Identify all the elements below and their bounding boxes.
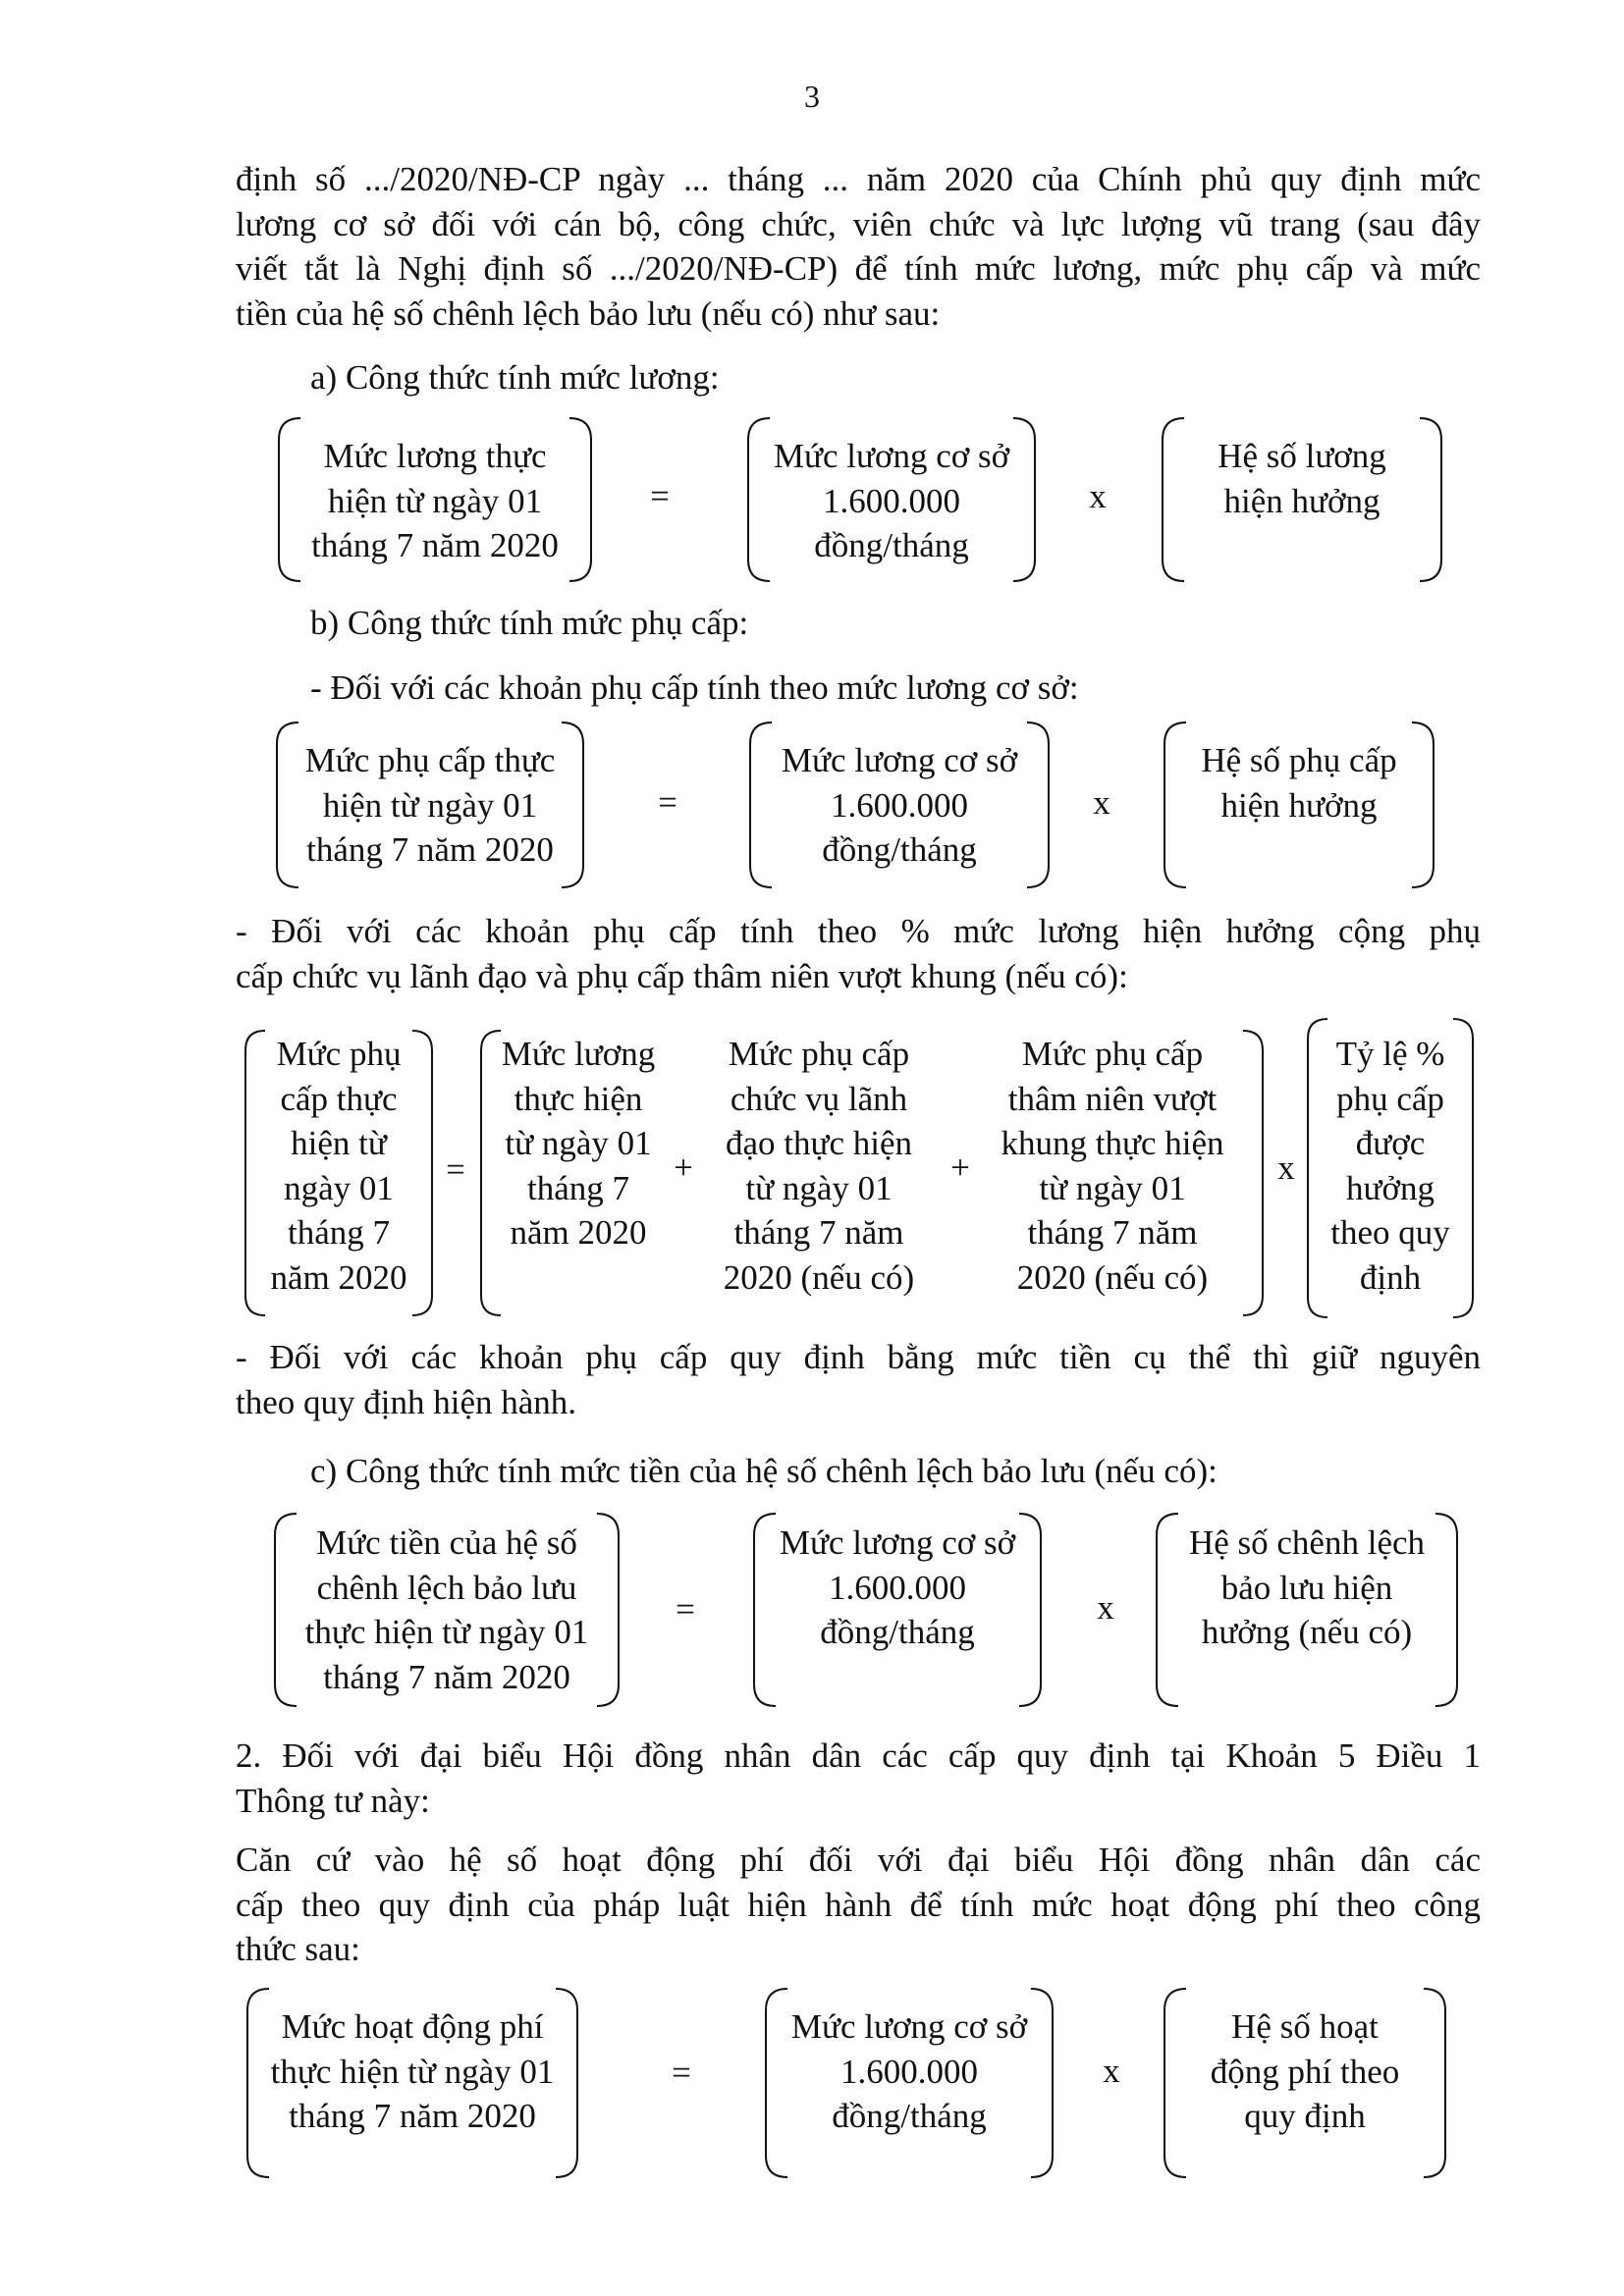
term-line: hưởng (nếu có): [1201, 1613, 1413, 1651]
term-line: được: [1355, 1124, 1426, 1162]
formula-d-base-salary-term: [764, 1987, 1055, 2179]
formula-c-coefficient-term: [1155, 1512, 1459, 1708]
formula-b2-left-term: [244, 1029, 434, 1317]
term-line: thực hiện từ ngày 01: [270, 2052, 555, 2091]
term-line: Hệ số phụ cấp: [1201, 741, 1397, 779]
formula-b2-rate-term: [1306, 1017, 1475, 1319]
heading-a: a) Công thức tính mức lương:: [310, 358, 720, 397]
section-2-body-line: Căn cứ vào hệ số hoạt động phí đối với đại biểu Hội đồng nhân dân các: [236, 1841, 1481, 1879]
formula-b1-left-term: [275, 721, 585, 889]
term-line: Hệ số lương: [1218, 437, 1386, 475]
term-line: tháng 7 năm: [1027, 1213, 1198, 1252]
term-line: Mức lương cơ sở: [790, 2007, 1028, 2046]
term-line: Hệ số hoạt: [1231, 2007, 1379, 2046]
term-line: đồng/tháng: [832, 2097, 987, 2135]
term-line: tháng 7 năm 2020: [306, 830, 554, 869]
term-line: hiện hưởng: [1220, 785, 1378, 825]
term-line: đồng/tháng: [820, 1613, 975, 1651]
term-line: chênh lệch bảo lưu: [316, 1568, 577, 1607]
term-line: Tỷ lệ %: [1335, 1035, 1445, 1073]
section-2-body-line: cấp theo quy định của pháp luật hiện hành để tính mức hoạt động phí theo công: [236, 1885, 1481, 1924]
bullet-b3-line: - Đối với các khoản phụ cấp quy định bằng mức tiền cụ thể thì giữ nguyên: [236, 1338, 1481, 1376]
term-line: 2020 (nếu có): [1016, 1257, 1209, 1297]
intro-line: viết tắt là Nghị định số .../2020/NĐ-CP) để tính mức lương, mức phụ cấp và mức: [236, 249, 1481, 288]
term-line: quy định: [1244, 2097, 1366, 2135]
formula-c-left-term: [273, 1512, 621, 1708]
formula-d-left-term: [245, 1987, 579, 2179]
formula-b2-seniority-allowance-term: [980, 1029, 1245, 1313]
term-line: theo quy: [1330, 1213, 1450, 1252]
intro-line: định số .../2020/NĐ-CP ngày ... tháng ... năm 2020 của Chính phủ quy định mức: [236, 160, 1481, 198]
equals-sign: =: [672, 2054, 691, 2092]
formula-a-base-salary-term: [746, 416, 1037, 583]
term-line: tháng 7: [287, 1213, 390, 1252]
term-line: hiện từ ngày 01: [327, 481, 543, 520]
section-2-heading: [236, 1734, 1481, 1823]
term-line: hiện từ ngày 01: [322, 785, 538, 825]
equals-sign: =: [650, 477, 670, 515]
term-line: Mức lương cơ sở: [773, 437, 1010, 475]
times-sign: x: [1089, 477, 1107, 515]
term-line: chức vụ lãnh: [730, 1079, 908, 1118]
term-line: hiện hưởng: [1223, 481, 1380, 520]
term-line: từ ngày 01: [1039, 1168, 1186, 1207]
heading-c: c) Công thức tính mức tiền của hệ số chênh lệch bảo lưu (nếu có):: [310, 1452, 1218, 1490]
term-line: Hệ số chênh lệch: [1188, 1523, 1426, 1562]
plus-sign: +: [950, 1148, 970, 1187]
term-line: Mức tiền của hệ số: [316, 1523, 577, 1562]
formula-d-coefficient-term: [1163, 1987, 1447, 2179]
term-line: tháng 7 năm 2020: [311, 526, 559, 564]
term-line: năm 2020: [270, 1257, 407, 1297]
formula-b2-position-allowance-term: [699, 1029, 939, 1313]
term-line: 1.600.000: [823, 481, 960, 520]
formula-b1-coefficient-term: [1163, 721, 1435, 889]
term-line: tháng 7 năm 2020: [289, 2097, 536, 2135]
term-line: đạo thực hiện: [725, 1124, 913, 1162]
term-line: đồng/tháng: [822, 830, 977, 869]
section-2-line: Thông tư này:: [236, 1781, 430, 1820]
term-line: thâm niên vượt: [1007, 1079, 1218, 1118]
bullet-b1: - Đối với các khoản phụ cấp tính theo mức lương cơ sở:: [310, 668, 1079, 707]
term-line: từ ngày 01: [745, 1168, 893, 1207]
times-sign: x: [1093, 783, 1110, 822]
term-line: Mức phụ cấp: [1021, 1035, 1204, 1073]
term-line: Mức lương cơ sở: [779, 1523, 1016, 1562]
times-sign: x: [1277, 1148, 1295, 1187]
term-line: tháng 7: [526, 1168, 629, 1207]
term-line: tháng 7 năm 2020: [323, 1657, 570, 1696]
formula-b2-salary-term: [485, 1029, 672, 1284]
plus-sign: +: [674, 1148, 693, 1187]
term-line: thực hiện: [514, 1079, 643, 1118]
term-line: từ ngày 01: [505, 1124, 652, 1162]
term-line: Mức phụ cấp: [728, 1035, 910, 1073]
term-line: Mức lương: [501, 1035, 656, 1073]
term-line: Mức lương thực: [323, 437, 547, 475]
term-line: khung thực hiện: [1001, 1124, 1224, 1162]
term-line: tháng 7 năm: [733, 1213, 904, 1252]
formula-a-coefficient-term: [1161, 416, 1443, 583]
term-line: 2020 (nếu có): [723, 1257, 915, 1297]
intro-line: lương cơ sở đối với cán bộ, công chức, viên chức và lực lượng vũ trang (sau đây: [236, 204, 1481, 243]
term-line: Mức lương cơ sở: [781, 741, 1018, 779]
page-number: 3: [804, 79, 820, 114]
bullet-b3: [236, 1335, 1481, 1424]
term-line: hưởng: [1346, 1168, 1435, 1207]
term-line: cấp thực: [280, 1079, 398, 1118]
section-2-body: [236, 1838, 1481, 1972]
intro-line: tiền của hệ số chênh lệch bảo lưu (nếu có) như sau:: [236, 294, 941, 333]
section-2-body-line: thức sau:: [236, 1930, 360, 1968]
term-line: phụ cấp: [1336, 1079, 1444, 1118]
term-line: ngày 01: [284, 1168, 394, 1207]
section-2-line: 2. Đối với đại biểu Hội đồng nhân dân các cấp quy định tại Khoản 5 Điều 1: [236, 1736, 1481, 1775]
term-line: Mức phụ cấp thực: [304, 741, 556, 779]
formula-a-left-term: [277, 416, 593, 583]
term-line: đồng/tháng: [814, 526, 969, 564]
term-line: năm 2020: [510, 1213, 647, 1252]
bullet-b2-line: - Đối với các khoản phụ cấp tính theo % mức lương hiện hưởng cộng phụ: [236, 912, 1481, 950]
heading-b: b) Công thức tính mức phụ cấp:: [310, 604, 749, 642]
term-line: 1.600.000: [829, 1568, 966, 1607]
bullet-b3-line: theo quy định hiện hành.: [236, 1382, 577, 1421]
times-sign: x: [1097, 1588, 1114, 1627]
term-line: Mức hoạt động phí: [281, 2007, 544, 2046]
intro-paragraph: [236, 157, 1481, 336]
term-line: động phí theo: [1210, 2052, 1400, 2091]
equals-sign: =: [676, 1590, 695, 1629]
formula-c-base-salary-term: [752, 1512, 1043, 1708]
bullet-b2: [236, 909, 1481, 998]
term-line: hiện từ: [291, 1124, 387, 1162]
term-line: 1.600.000: [840, 2052, 978, 2091]
term-line: bảo lưu hiện: [1220, 1568, 1393, 1607]
term-line: 1.600.000: [831, 785, 968, 825]
bullet-b2-line: cấp chức vụ lãnh đạo và phụ cấp thâm niên vượt khung (nếu có):: [236, 956, 1128, 995]
formula-b1-base-salary-term: [748, 721, 1051, 889]
equals-sign: =: [658, 783, 677, 822]
term-line: định: [1359, 1257, 1422, 1297]
times-sign: x: [1103, 2052, 1120, 2090]
term-line: thực hiện từ ngày 01: [304, 1613, 589, 1651]
term-line: Mức phụ: [276, 1035, 402, 1073]
equals-sign: =: [446, 1150, 465, 1189]
